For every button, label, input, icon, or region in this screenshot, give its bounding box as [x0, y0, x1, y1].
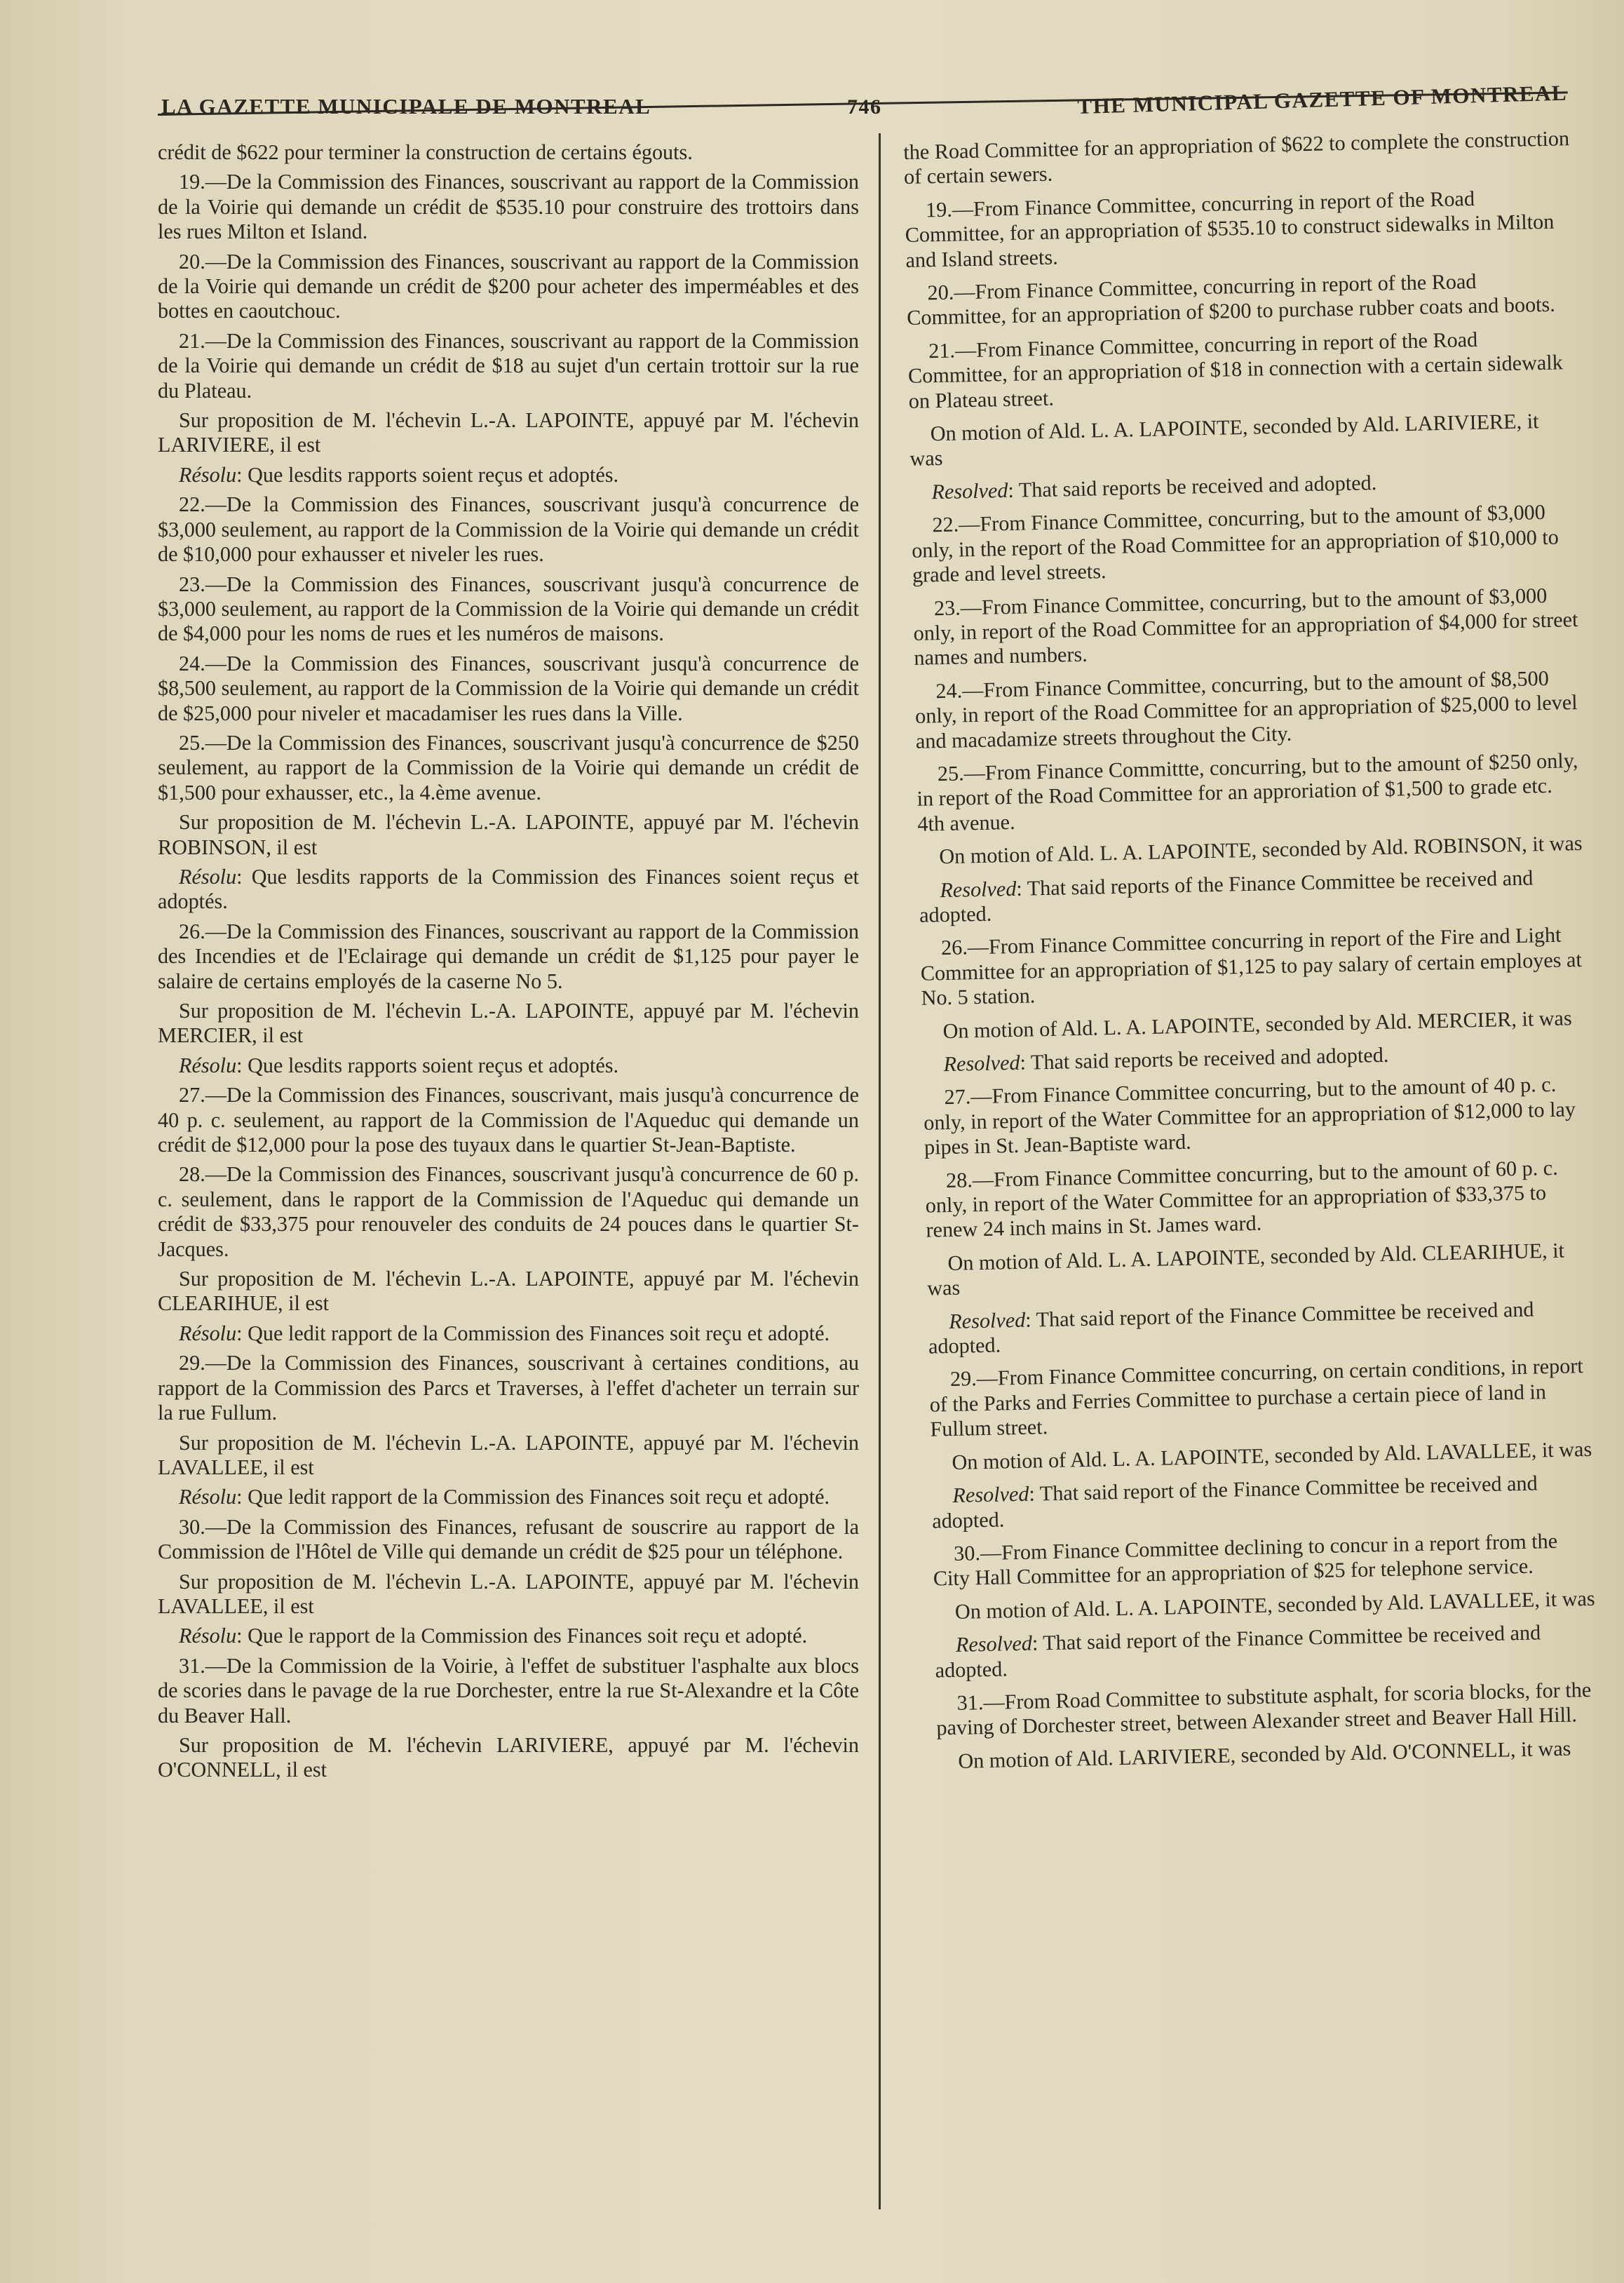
paragraph [158, 1053, 859, 1078]
paragraph [158, 731, 859, 805]
paragraph-text: On motion of Ald. L. A. LAPOINTE, seconded by Ald. ROBINSON, it was [939, 831, 1583, 869]
paragraph [158, 999, 859, 1049]
paragraph [158, 810, 859, 860]
paragraph [914, 666, 1582, 754]
paragraph [905, 184, 1572, 273]
paragraph-text: On motion of Ald. L. A. LAPOINTE, seconded by Ald. LAVALLEE, it was [952, 1436, 1592, 1474]
paragraph-text: : Que ledit rapport de la Commission des Finances soit reçu et adopté. [236, 1321, 830, 1345]
paragraph-text: On motion of Ald. LARIVIERE, seconded by Ald. O'CONNELL, it was [958, 1736, 1571, 1773]
paragraph [916, 748, 1584, 837]
paragraph [158, 250, 859, 324]
paragraph-text: Sur proposition de M. l'échevin L.-A. LAPOINTE, appuyé par M. l'échevin MERCIER, il est [158, 999, 859, 1048]
paragraph [158, 1431, 859, 1481]
paragraph [158, 1083, 859, 1157]
paragraph-text: crédit de $622 pour terminer la construction de certains égouts. [158, 140, 693, 164]
paragraph-text: 23.—From Finance Committee, concurring, but to the amount of $3,000 only, in report of the Road Committee for an appropriation of $4,000 for street names and numbers. [913, 583, 1578, 671]
paragraph [158, 1570, 859, 1619]
paragraph-text: On motion of Ald. L. A. LAPOINTE, seconded by Ald. LARIVIERE, it was [909, 409, 1539, 471]
paragraph-text: 29.—De la Commission des Finances, souscrivant à certaines conditions, au rapport de la Commission des Parcs et Traverses, à l'effet d'acheter un terrain sur la rue Fullum. [158, 1351, 859, 1425]
paragraph [158, 329, 859, 403]
paragraph-text: Sur proposition de M. l'échevin L.-A. LAPOINTE, appuyé par M. l'échevin LARIVIERE, il est [158, 408, 859, 457]
resolution-label: Resolved [955, 1631, 1033, 1657]
paragraph-text: 30.—From Finance Committee declining to concur in a report from the City Hall Committee for an appropriation of $25 for telephone service. [933, 1528, 1558, 1591]
paragraph-text: : That said report of the Finance Committee be received and adopted. [931, 1471, 1538, 1533]
paragraph-text: 27.—De la Commission des Finances, souscrivant, mais jusqu'à concurrence de 40 p. c. seulement, au rapport de la Commission de l'Aqueduc qui demande un crédit de $12,000 pour la pose des tuyaux dans le quartier St-Jean-Baptiste. [158, 1083, 859, 1157]
paragraph [158, 920, 859, 994]
resolution-label: Resolved [943, 1050, 1020, 1077]
paragraph-text: : That said report of the Finance Committee be received and adopted. [928, 1297, 1534, 1359]
paragraph [158, 1267, 859, 1316]
paragraph [158, 1654, 859, 1728]
paragraph-text: On motion of Ald. L. A. LAPOINTE, seconded by Ald. MERCIER, it was [942, 1005, 1572, 1043]
paragraph [918, 831, 1585, 870]
paragraph [935, 1619, 1602, 1683]
paragraph [923, 1072, 1590, 1160]
paragraph [928, 1295, 1595, 1359]
page-number: 746 [846, 95, 882, 119]
paragraph [158, 1733, 859, 1783]
paragraph-text: 19.—From Finance Committee, concurring in report of the Road Committee, for an appropriation of $535.10 to construct sidewalks in Milton and Island streets. [905, 186, 1555, 272]
paragraph [909, 408, 1576, 472]
paragraph-text: 25.—From Finance Committte, concurring, but to the amount of $250 only, in report of the Road Committee for an approriation of $1,500 to grade etc. 4th avenue. [916, 748, 1578, 836]
paragraph-text: On motion of Ald. L. A. LAPOINTE, seconded by Ald. CLEARIHUE, it was [926, 1238, 1565, 1300]
resolution-label: Résolu [179, 1624, 237, 1648]
paragraph-text: Sur proposition de M. l'échevin LARIVIERE, appuyé par M. l'échevin O'CONNELL, il est [158, 1732, 859, 1782]
paragraph [158, 140, 859, 165]
header-english-title: THE MUNICIPAL GAZETTE OF MONTREAL [1077, 80, 1568, 119]
paragraph [929, 1354, 1597, 1442]
paragraph-text: 31.—From Road Committee to substitute asphalt, for scoria blocks, for the paving of Dorchester street, between Alexander street and Beaver Hall Hill. [936, 1677, 1592, 1740]
paragraph-text: 28.—From Finance Committee concurring, but to the amount of 60 p. c. only, in report of the Water Committee for an appropriation of $33,375 to renew 24 inch mains in St. James ward. [925, 1155, 1559, 1243]
paragraph [158, 492, 859, 567]
paragraph [158, 463, 859, 487]
column-divider [879, 133, 881, 2209]
paragraph-text: 24.—From Finance Committee, concurring, but to the amount of $8,500 only, in report of the Road Committee for an appropriation of $25,000 to level and macadamize streets throughout the City. [914, 666, 1578, 753]
paragraph [937, 1735, 1604, 1774]
resolution-label: Résolu [179, 864, 237, 889]
paragraph [158, 652, 859, 726]
paragraph [158, 408, 859, 458]
english-column [903, 126, 1604, 1783]
resolution-label: Résolu [179, 462, 237, 487]
resolution-label: Résolu [179, 1321, 237, 1345]
paragraph-text: 26.—De la Commission des Finances, souscrivant au rapport de la Commission des Incendies et de l'Eclairage qui demande un crédit de $1,125 pour payer le salaire de certains employés de la caserne No 5. [158, 919, 859, 993]
paragraph-text: 22.—De la Commission des Finances, souscrivant jusqu'à concurrence de $3,000 seulement, au rapport de la Commission de la Voirie qui demande un crédit de $10,000 pour exhausser et niveler les rues. [158, 492, 859, 567]
paragraph-text: : Que le rapport de la Commission des Finances soit reçu et adopté. [236, 1624, 808, 1648]
paragraph-text: : Que lesdits rapports soient reçus et adoptés. [236, 1053, 619, 1077]
paragraph [933, 1528, 1599, 1592]
paragraph-text: : That said reports be received and adopted. [1008, 470, 1377, 502]
paragraph [934, 1586, 1601, 1624]
paragraph [158, 1162, 859, 1262]
paragraph [920, 922, 1588, 1011]
paragraph [158, 1351, 859, 1425]
paragraph [913, 582, 1581, 671]
paragraph-text: the Road Committee for an appropriation of $622 to complete the construction of certain sewers. [903, 126, 1570, 189]
paragraph-text: Sur proposition de M. l'échevin L.-A. LAPOINTE, appuyé par M. l'échevin ROBINSON, il est [158, 810, 859, 859]
paragraph-text: Sur proposition de M. l'échevin L.-A. LAPOINTE, appuyé par M. l'échevin CLEARIHUE, il est [158, 1267, 859, 1316]
resolution-label: Resolved [952, 1481, 1029, 1508]
paragraph [931, 1470, 1598, 1534]
resolution-label: Resolved [940, 876, 1017, 902]
paragraph-text: 24.—De la Commission des Finances, souscrivant jusqu'à concurrence de $8,500 seulement, au rapport de la Commission de la Voirie qui demande un crédit de $25,000 pour niveler et macadamiser les rues dans la Ville. [158, 651, 859, 725]
paragraph-text: 21.—From Finance Committee, concurring in report of the Road Committee, for an appropriation of $18 in connection with a certain sidewalk on Plateau street. [907, 327, 1564, 413]
paragraph-text: 22.—From Finance Committee, concurring, but to the amount of $3,000 only, in the report of the Road Committee for an appropriation of $10,000 to grade and level streets. [911, 500, 1559, 587]
paragraph-text: : That said reports be received and adopted. [1020, 1042, 1389, 1075]
resolution-label: Resolved [948, 1307, 1026, 1333]
paragraph-text: 29.—From Finance Committee concurring, on certain conditions, in report of the Parks and Ferries Committee to purchase a certain piece of land in Fullum street. [929, 1354, 1584, 1441]
paragraph [931, 1436, 1597, 1475]
paragraph-text: 20.—From Finance Committee, concurring in report of the Road Committee, for an appropriation of $200 to purchase rubber coats and boots. [906, 269, 1556, 330]
paragraph-text: 20.—De la Commission des Finances, souscrivant au rapport de la Commission de la Voirie qui demande un crédit de $200 pour acheter des imperméables et des bottes en caoutchouc. [158, 249, 859, 323]
paragraph-text: On motion of Ald. L. A. LAPOINTE, seconded by Ald. LAVALLEE, it was [954, 1586, 1595, 1624]
paragraph [158, 170, 859, 244]
paragraph-text: Sur proposition de M. l'échevin L.-A. LAPOINTE, appuyé par M. l'échevin LAVALLEE, il est [158, 1569, 859, 1618]
paragraph [919, 864, 1585, 928]
paragraph [925, 1154, 1592, 1243]
paragraph [158, 1515, 859, 1565]
resolution-label: Résolu [179, 1485, 237, 1509]
paragraph [922, 1039, 1589, 1077]
resolution-label: Résolu [179, 1053, 237, 1077]
paragraph-text: 26.—From Finance Committee concurring in report of the Fire and Light Committee for an appropriation of $1,125 to pay salary of certain employes at No. 5 station. [920, 922, 1583, 1010]
header-french-title: LA GAZETTE MUNICIPALE DE MONTREAL [161, 94, 651, 119]
paragraph-text: Sur proposition de M. l'échevin L.-A. LAPOINTE, appuyé par M. l'échevin LAVALLEE, il est [158, 1430, 859, 1479]
paragraph [935, 1678, 1602, 1742]
paragraph [158, 1485, 859, 1509]
paragraph [903, 126, 1570, 190]
paragraph [158, 865, 859, 915]
paragraph-text: 27.—From Finance Committee concurring, but to the amount of 40 p. c. only, in report of the Water Committee for an appropriation of $12,000 to lay pipes in St. Jean-Baptiste ward. [923, 1072, 1576, 1159]
french-column [158, 140, 859, 1788]
paragraph [158, 1624, 859, 1648]
paragraph-text: 31.—De la Commission de la Voirie, à l'effet de substituer l'asphalte aux blocs de scories dans le pavage de la rue Dorchester, entre la rue St-Alexandre et la Côte du Beaver Hall. [158, 1653, 859, 1728]
paragraph [921, 1005, 1588, 1044]
paragraph [158, 572, 859, 647]
paragraph-text: 28.—De la Commission des Finances, souscrivant jusqu'à concurrence de 60 p. c. seulement, dans le rapport de la Commission de l'Aqueduc qui demande un crédit de $33,375 pour renouveler des conduits de 24 pouces dans le quartier St-Jacques. [158, 1162, 859, 1261]
paragraph [926, 1238, 1593, 1302]
paragraph [910, 466, 1577, 505]
paragraph-text: 30.—De la Commission des Finances, refusant de souscrire au rapport de la Commission de l'Hôtel de Ville qui demande un crédit de $25 pour un téléphone. [158, 1514, 859, 1564]
paragraph-text: 23.—De la Commission des Finances, souscrivant jusqu'à concurrence de $3,000 seulement, au rapport de la Commission de la Voirie qui demande un crédit de $4,000 pour les noms de rues et les numéros de maisons. [158, 572, 859, 646]
paragraph-text: 25.—De la Commission des Finances, souscrivant jusqu'à concurrence de $250 seulement, au rapport de la Commission de la Voirie qui demande un crédit de $1,500 pour exhausser, etc., la 4.ème avenue. [158, 730, 859, 804]
paragraph-text: 21.—De la Commission des Finances, souscrivant au rapport de la Commission de la Voirie qui demande un crédit de $18 au sujet d'un certain trottoir sur la rue du Plateau. [158, 328, 859, 403]
paragraph-text: : Que lesdits rapports de la Commission des Finances soient reçus et adoptés. [158, 864, 859, 914]
paragraph-text: : Que lesdits rapports soient reçus et adoptés. [236, 462, 619, 487]
paragraph-text: 19.—De la Commission des Finances, souscrivant au rapport de la Commission de la Voirie qui demande un crédit de $535.10 pour construire des trottoirs dans les rues Milton et Island. [158, 170, 859, 244]
paragraph [907, 325, 1575, 414]
paragraph [158, 1321, 859, 1346]
resolution-label: Resolved [931, 478, 1008, 504]
paragraph-text: : That said report of the Finance Committee be received and adopted. [935, 1620, 1541, 1683]
paragraph [911, 499, 1578, 588]
paragraph [906, 267, 1573, 331]
paragraph-text: : Que ledit rapport de la Commission des Finances soit reçu et adopté. [236, 1485, 830, 1509]
paragraph-text: : That said reports of the Finance Committee be received and adopted. [919, 865, 1534, 927]
